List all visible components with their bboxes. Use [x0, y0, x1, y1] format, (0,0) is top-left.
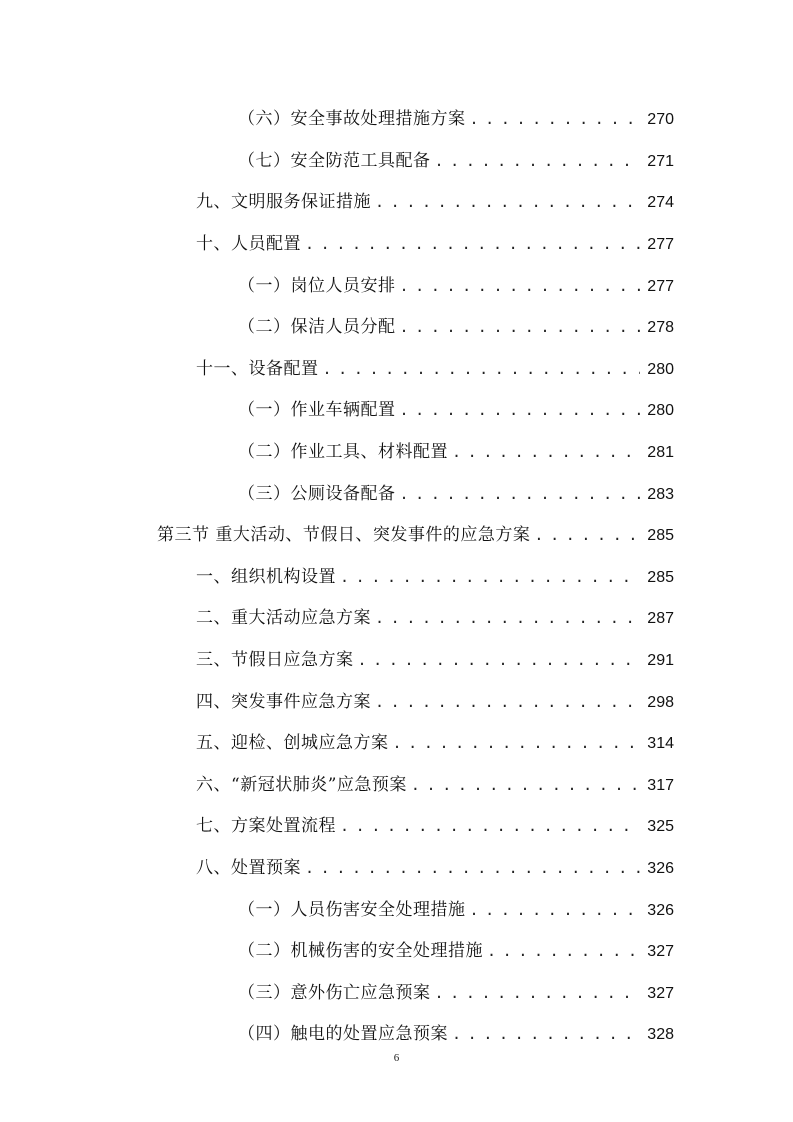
toc-entry-title: 六、“新冠状肺炎”应急预案: [196, 774, 407, 795]
toc-entry-title: 三、节假日应急方案: [196, 650, 354, 671]
toc-entry-page-number: 326: [647, 901, 674, 919]
toc-entry-title: 二、重大活动应急方案: [196, 608, 371, 629]
toc-entry-page-number: 298: [647, 693, 674, 711]
toc-entry-page-number: 280: [647, 360, 674, 378]
toc-dot-leader: [375, 609, 640, 627]
toc-entry-page-number: 277: [647, 236, 674, 254]
toc-entry-line: [196, 562, 674, 587]
toc-entry-page-number: 317: [647, 776, 674, 794]
page-number: 6: [393, 1052, 400, 1064]
toc-entry-line: [238, 1019, 674, 1044]
toc-entry[interactable]: [0, 886, 793, 928]
toc-entry[interactable]: [0, 179, 793, 221]
toc-dot-leader: [435, 984, 641, 1002]
toc-entry-page-number: 327: [647, 984, 674, 1002]
toc-dot-leader: [340, 817, 640, 835]
toc-entry-line: [196, 354, 674, 379]
toc-entry-page-number: 274: [647, 194, 674, 212]
toc-dot-leader: [400, 485, 641, 503]
toc-dot-leader: [305, 859, 640, 877]
toc-entry-page-number: 271: [647, 152, 674, 170]
toc-entry-page-number: 277: [647, 277, 674, 295]
toc-entry-line: [196, 187, 674, 212]
toc-entry-page-number: 291: [647, 652, 674, 670]
toc-entry-line: [238, 312, 674, 337]
toc-entry-line: [238, 271, 674, 296]
toc-entry[interactable]: [0, 928, 793, 970]
toc-entry-page-number: 326: [647, 859, 674, 877]
toc-dot-leader: [375, 193, 640, 211]
toc-entry-title: （一）作业车辆配置: [238, 400, 396, 421]
toc-dot-leader: [358, 651, 641, 669]
toc-entry-title: （一）人员伤害安全处理措施: [238, 899, 466, 920]
toc-entry-page-number: 278: [647, 319, 674, 337]
toc-entry-line: [238, 479, 674, 504]
toc-dot-leader: [452, 443, 640, 461]
toc-entry[interactable]: [0, 262, 793, 304]
toc-entry-title: 一、组织机构设置: [196, 566, 336, 587]
toc-entry-title: （二）保洁人员分配: [238, 317, 396, 338]
toc-entry-line: [196, 770, 674, 795]
toc-entry-page-number: 285: [647, 568, 674, 586]
toc-entry[interactable]: [0, 138, 793, 180]
toc-entry-line: [238, 895, 674, 920]
toc-entry-title: （七）安全防范工具配备: [238, 150, 431, 171]
toc-entry-line: [196, 687, 674, 712]
toc-entry-line: [238, 395, 674, 420]
toc-entry-title: 十、人员配置: [196, 234, 301, 255]
toc-entry[interactable]: [0, 96, 793, 138]
toc-entry[interactable]: [0, 554, 793, 596]
toc-entry-line: [196, 853, 674, 878]
toc-entry-title: （一）岗位人员安排: [238, 275, 396, 296]
toc-entry-title: （二）机械伤害的安全处理措施: [238, 941, 483, 962]
toc-entry-line: [196, 603, 674, 628]
toc-entry-line: [238, 978, 674, 1003]
toc-dot-leader: [375, 693, 640, 711]
toc-entry-page-number: 287: [647, 610, 674, 628]
toc-entry-line: [238, 104, 674, 129]
table-of-contents: [0, 96, 793, 1053]
toc-entry-title: （三）公厕设备配备: [238, 483, 396, 504]
toc-entry[interactable]: [0, 387, 793, 429]
toc-entry-line: [157, 520, 674, 545]
toc-dot-leader: [305, 235, 640, 253]
toc-entry-line: [196, 811, 674, 836]
toc-entry[interactable]: [0, 678, 793, 720]
toc-entry-line: [196, 728, 674, 753]
toc-dot-leader: [435, 152, 641, 170]
toc-dot-leader: [400, 277, 641, 295]
toc-entry-page-number: 328: [647, 1026, 674, 1044]
toc-entry[interactable]: [0, 429, 793, 471]
toc-dot-leader: [411, 776, 640, 794]
toc-entry-line: [238, 437, 674, 462]
toc-entry[interactable]: [0, 595, 793, 637]
toc-entry[interactable]: [0, 304, 793, 346]
toc-dot-leader: [470, 901, 641, 919]
toc-entry[interactable]: [0, 969, 793, 1011]
toc-entry[interactable]: [0, 512, 793, 554]
toc-entry-page-number: 281: [647, 444, 674, 462]
toc-dot-leader: [393, 734, 641, 752]
toc-dot-leader: [534, 526, 640, 544]
toc-entry-title: 五、迎检、创城应急方案: [196, 733, 389, 754]
toc-entry-title: 九、文明服务保证措施: [196, 192, 371, 213]
toc-entry-line: [238, 146, 674, 171]
toc-entry-title: 七、方案处置流程: [196, 816, 336, 837]
toc-dot-leader: [323, 360, 641, 378]
toc-entry-title: （四）触电的处置应急预案: [238, 1024, 448, 1045]
toc-entry[interactable]: [0, 470, 793, 512]
toc-entry-page-number: 280: [647, 402, 674, 420]
toc-entry-line: [238, 936, 674, 961]
toc-entry-title: 八、处置预案: [196, 857, 301, 878]
toc-dot-leader: [340, 568, 640, 586]
toc-entry[interactable]: [0, 221, 793, 263]
toc-entry-title: 第三节 重大活动、节假日、突发事件的应急方案: [157, 525, 531, 546]
toc-entry-page-number: 314: [647, 735, 674, 753]
toc-entry-page-number: 327: [647, 943, 674, 961]
toc-dot-leader: [470, 110, 641, 128]
toc-entry-page-number: 283: [647, 485, 674, 503]
toc-entry[interactable]: [0, 803, 793, 845]
toc-dot-leader: [487, 942, 640, 960]
toc-entry-line: [196, 229, 674, 254]
toc-entry-line: [196, 645, 674, 670]
toc-entry-title: （二）作业工具、材料配置: [238, 442, 448, 463]
toc-dot-leader: [400, 401, 641, 419]
toc-entry[interactable]: [0, 845, 793, 887]
toc-entry-title: 十一、设备配置: [196, 358, 319, 379]
toc-entry-title: 四、突发事件应急方案: [196, 691, 371, 712]
toc-dot-leader: [400, 318, 641, 336]
toc-entry-title: （六）安全事故处理措施方案: [238, 109, 466, 130]
toc-entry-page-number: 285: [647, 527, 674, 545]
toc-entry-page-number: 325: [647, 818, 674, 836]
toc-entry[interactable]: [0, 1011, 793, 1053]
toc-entry-title: （三）意外伤亡应急预案: [238, 982, 431, 1003]
toc-entry-page-number: 270: [647, 111, 674, 129]
toc-dot-leader: [452, 1025, 640, 1043]
toc-entry[interactable]: [0, 762, 793, 804]
toc-entry[interactable]: [0, 720, 793, 762]
toc-entry[interactable]: [0, 346, 793, 388]
toc-entry[interactable]: [0, 637, 793, 679]
